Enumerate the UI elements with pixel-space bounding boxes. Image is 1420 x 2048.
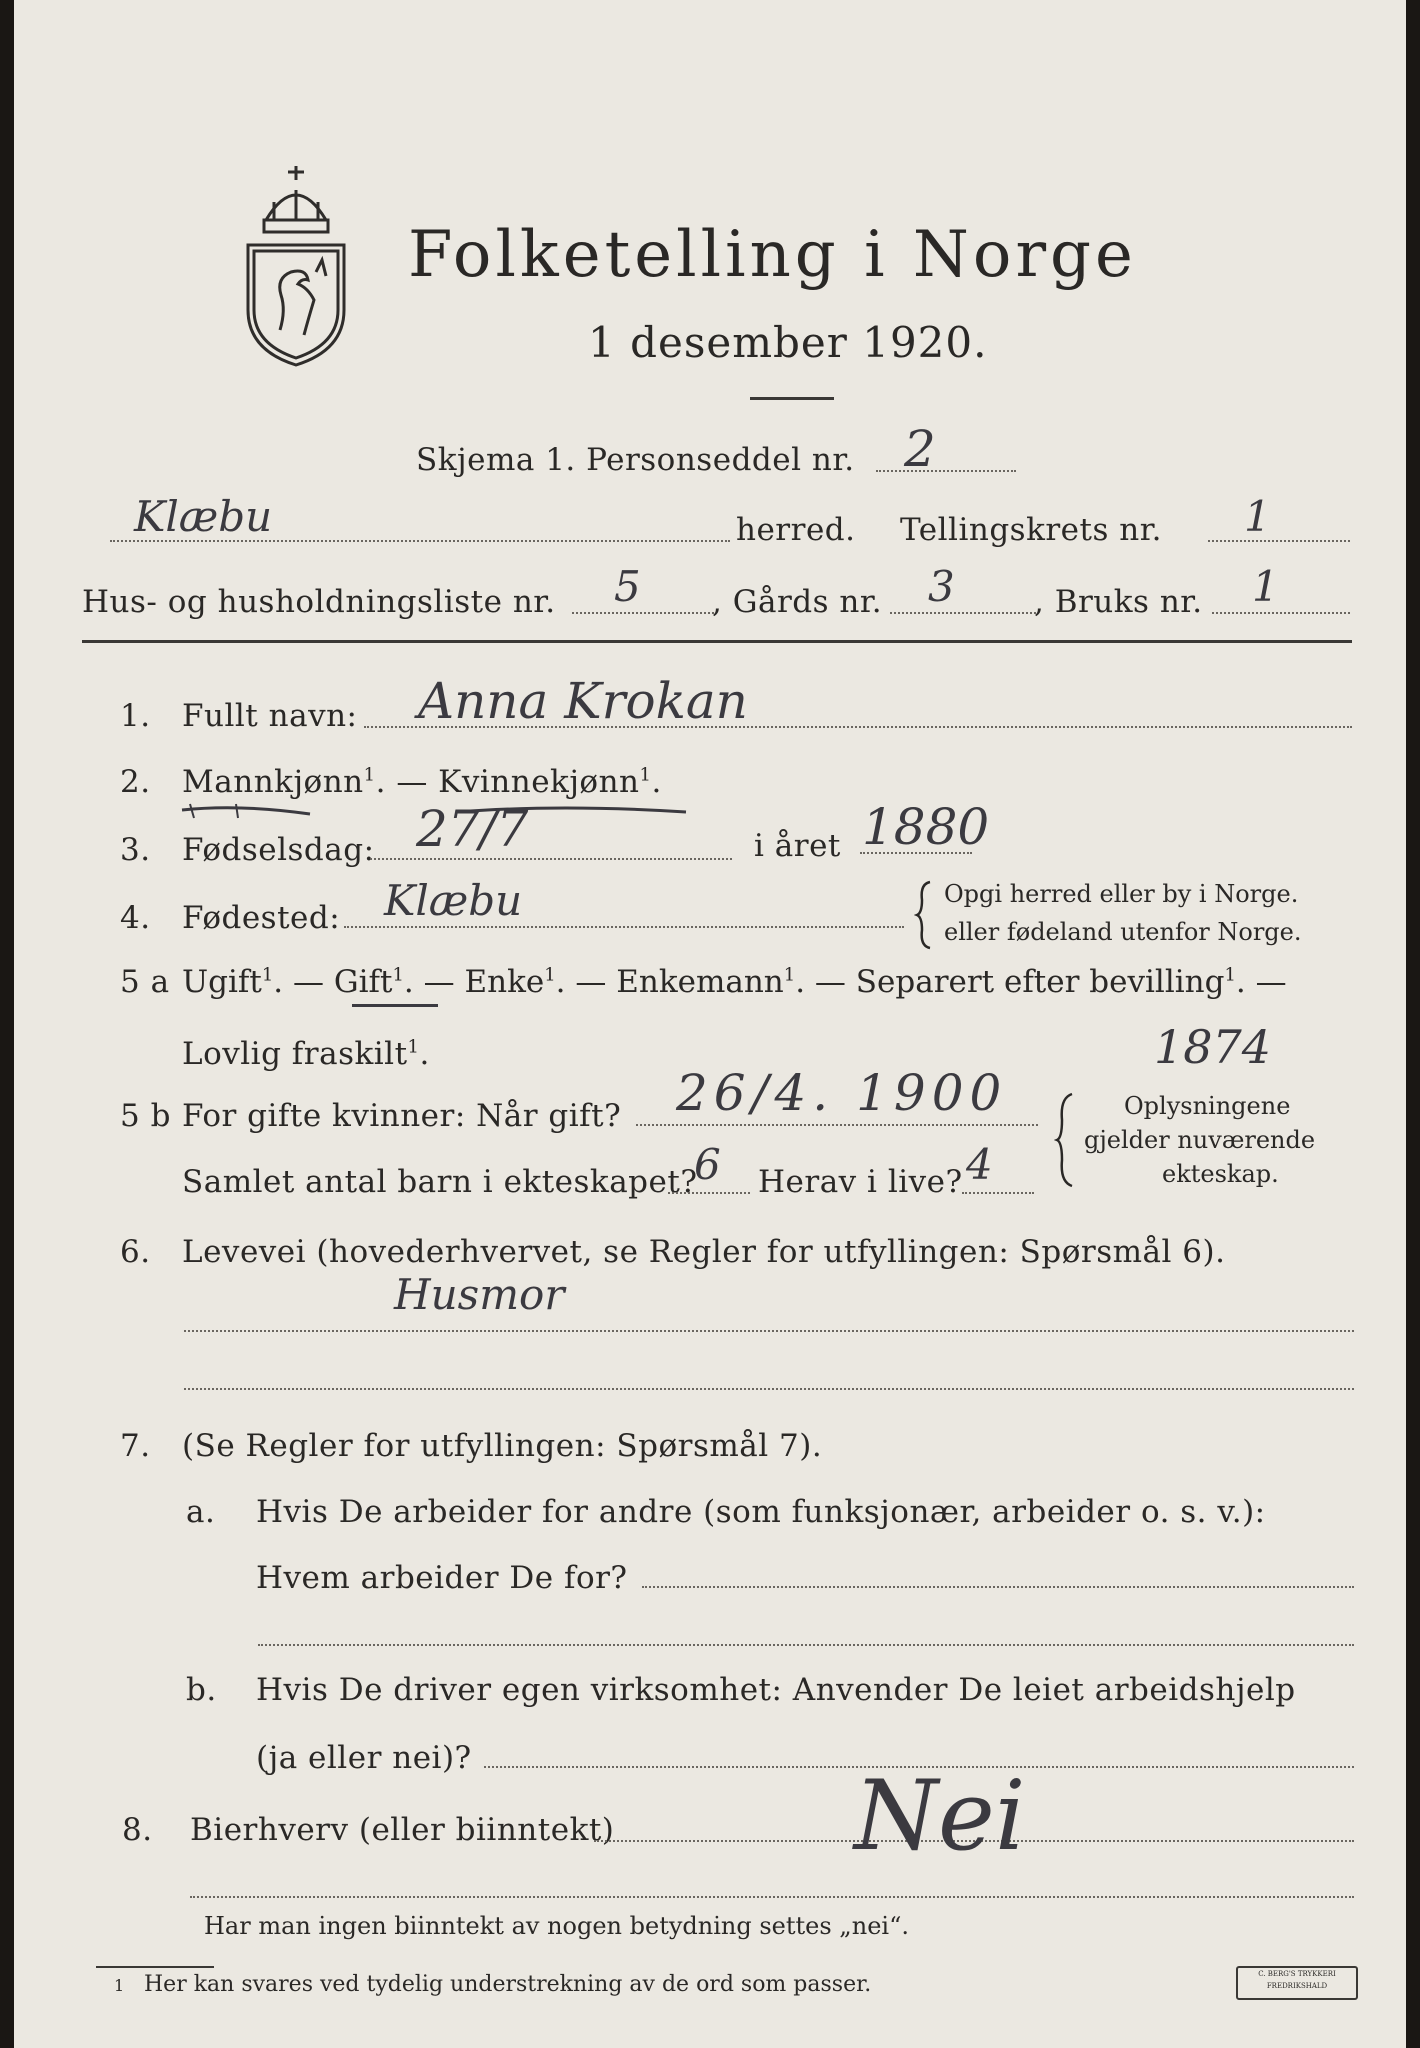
bruks-label: , Bruks nr. xyxy=(1034,584,1203,620)
kvinnekjonn-option[interactable]: Kvinnekjønn xyxy=(438,764,640,800)
q7b-text: Hvis De driver egen virksomhet: Anvender De leiet arbeidshjelp xyxy=(256,1672,1296,1708)
q5b-brace xyxy=(1054,1092,1076,1188)
footer-note: Har man ingen biinntekt av nogen betydning settes „nei“. xyxy=(204,1912,909,1940)
form-title: Folketelling i Norge xyxy=(408,218,1137,292)
birthdate-value[interactable]: 27/7 xyxy=(416,800,529,858)
tellingskrets-field-line xyxy=(1208,540,1350,542)
q7a-field-line-2 xyxy=(258,1644,1354,1646)
schema-label: Skjema 1. Personseddel nr. xyxy=(416,442,855,478)
q5b-number: 5 b xyxy=(120,1098,171,1134)
q7a-number: a. xyxy=(186,1494,216,1530)
tellingskrets-value[interactable]: 1 xyxy=(1244,492,1271,541)
occupation-value[interactable]: Husmor xyxy=(394,1270,565,1319)
q1-number: 1. xyxy=(120,698,151,734)
footnote-rule xyxy=(96,1966,214,1968)
q7-number: 7. xyxy=(120,1428,151,1464)
census-form-page xyxy=(14,0,1406,2048)
q6-number: 6. xyxy=(120,1234,151,1270)
enkemann-option[interactable]: Enkemann xyxy=(616,964,784,1000)
gards-field-line xyxy=(890,612,1036,614)
q4-field-line xyxy=(344,926,904,928)
bruks-field-line xyxy=(1212,612,1350,614)
q6-field-line-1 xyxy=(184,1330,1354,1332)
q5b-label: For gifte kvinner: Når gift? xyxy=(182,1098,622,1134)
footnote-number: 1 xyxy=(114,1976,125,1995)
husholdningsliste-label: Hus- og husholdningsliste nr. xyxy=(82,584,556,620)
coat-of-arms-icon xyxy=(236,160,356,370)
fraskilt-row: Lovlig fraskilt$^1$. xyxy=(182,1036,430,1072)
q7-label: (Se Regler for utfyllingen: Spørsmål 7). xyxy=(182,1428,823,1464)
footnote-text: Her kan svares ved tydelig understrekning av de ord som passer. xyxy=(144,1972,872,1997)
fraskilt-option[interactable]: Lovlig fraskilt xyxy=(182,1036,408,1072)
q2-number: 2. xyxy=(120,764,151,800)
year-label: i året xyxy=(754,828,841,864)
header-rule xyxy=(82,640,1352,643)
schema-number-value[interactable]: 2 xyxy=(904,420,936,478)
gards-value[interactable]: 3 xyxy=(928,562,955,611)
q7b-number: b. xyxy=(186,1672,217,1708)
q4-note-line1: Opgi herred eller by i Norge. xyxy=(944,880,1299,908)
birthplace-value[interactable]: Klæbu xyxy=(384,876,523,925)
q1-label: Fullt navn: xyxy=(182,698,358,734)
husholdningsliste-value[interactable]: 5 xyxy=(614,562,641,611)
q5b-field-line xyxy=(636,1124,1038,1126)
separert-option[interactable]: Separert efter bevilling xyxy=(855,964,1225,1000)
census-date: 1 desember 1920. xyxy=(588,318,988,367)
tellingskrets-label: Tellingskrets nr. xyxy=(900,512,1162,548)
q4-note-line2: eller fødeland utenfor Norge. xyxy=(944,918,1302,946)
q6-label: Levevei (hovederhvervet, se Regler for utfyllingen: Spørsmål 6). xyxy=(182,1234,1226,1270)
q8-label: Bierhverv (eller biinntekt) xyxy=(190,1812,615,1848)
enke-option[interactable]: Enke xyxy=(464,964,545,1000)
herred-label: herred. xyxy=(736,512,856,548)
schema-field-line xyxy=(876,470,1016,472)
children-value[interactable]: 6 xyxy=(694,1140,721,1189)
q7a-field-line-1 xyxy=(642,1586,1354,1588)
q3-number: 3. xyxy=(120,832,151,868)
q5a-number: 5 a xyxy=(120,964,170,1000)
q4-number: 4. xyxy=(120,900,151,936)
title-divider xyxy=(750,397,834,400)
q5b-note-line3: ekteskap. xyxy=(1162,1160,1279,1188)
printer-stamp: C. BERG'S TRYKKERI FREDRIKSHALD xyxy=(1236,1966,1358,2000)
husholdningsliste-field-line xyxy=(572,612,714,614)
q7a-question: Hvem arbeider De for? xyxy=(256,1560,628,1596)
children-field-line xyxy=(668,1192,750,1194)
q4-brace xyxy=(914,880,934,950)
alive-value[interactable]: 4 xyxy=(966,1140,993,1189)
q4-label: Fødested: xyxy=(182,900,341,936)
bruks-value[interactable]: 1 xyxy=(1252,562,1279,611)
herred-value[interactable]: Klæbu xyxy=(134,492,273,541)
q2-options: Mannkjønn$^1$. — Kvinnekjønn$^1$. xyxy=(182,764,662,800)
marital-status-options: Ugift$^1$. — Gift$^1$. — Enke$^1$. — Enkemann$^1$. — Separert efter bevilling$^1$. — xyxy=(182,964,1287,1000)
full-name-value[interactable]: Anna Krokan xyxy=(418,672,748,730)
q5b-note-line2: gjelder nuværende xyxy=(1084,1126,1316,1154)
ugift-option[interactable]: Ugift xyxy=(182,964,262,1000)
q8-field-line-2 xyxy=(190,1896,1354,1898)
marriage-date-value[interactable]: 26/4. 1900 xyxy=(676,1064,1008,1122)
side-income-value[interactable]: Nei xyxy=(854,1760,1026,1872)
q8-number: 8. xyxy=(122,1812,153,1848)
q7a-text: Hvis De arbeider for andre (som funksjonær, arbeider o. s. v.): xyxy=(256,1494,1266,1530)
q6-field-line-2 xyxy=(184,1388,1354,1390)
birth-year-value[interactable]: 1880 xyxy=(862,798,990,856)
q3-label: Fødselsdag: xyxy=(182,832,375,868)
q7b-question: (ja eller nei)? xyxy=(256,1740,472,1776)
alive-field-line xyxy=(962,1192,1034,1194)
gards-label: , Gårds nr. xyxy=(712,584,883,620)
q5b-note-line1: Oplysningene xyxy=(1124,1092,1291,1120)
gift-option[interactable]: Gift xyxy=(333,964,393,1000)
gift-underline-mark xyxy=(352,1004,438,1007)
mannkjonn-option[interactable]: Mannkjønn xyxy=(182,764,364,800)
extra-year-annotation: 1874 xyxy=(1154,1020,1272,1074)
alive-label: Herav i live? xyxy=(758,1164,963,1200)
q3-field-line xyxy=(370,858,732,860)
children-label: Samlet antal barn i ekteskapet? xyxy=(182,1164,698,1200)
